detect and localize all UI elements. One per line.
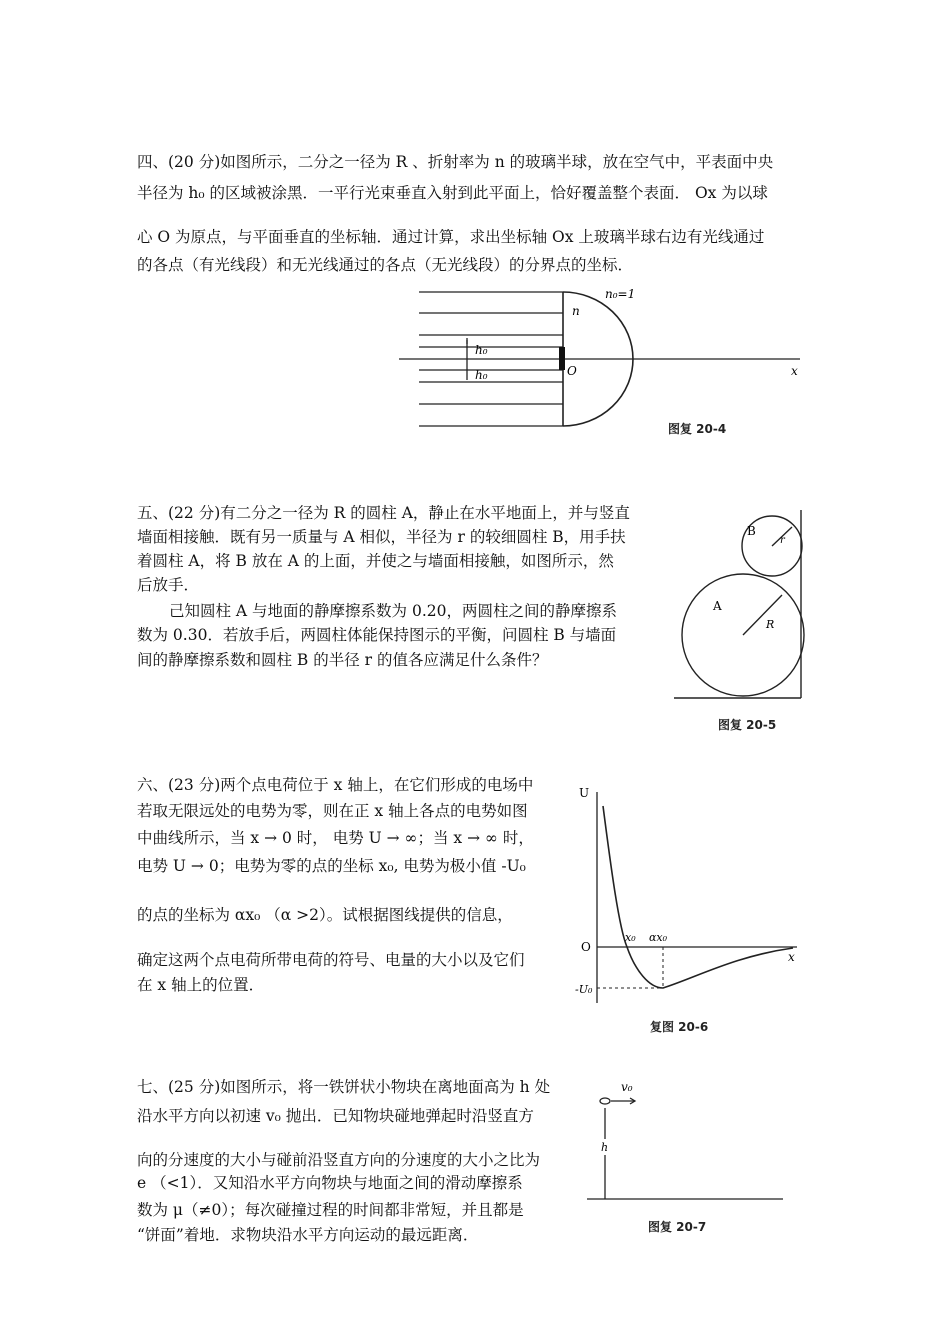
q5-line-5: 己知圆柱 A 与地面的静摩擦系数为 0.20，两圆柱之间的静摩擦系: [169, 602, 617, 620]
figure-20-7: [585, 1075, 785, 1215]
q6-line-3: 中曲线所示，当 x → 0 时， 电势 U → ∞；当 x → ∞ 时，: [137, 829, 534, 847]
cylinder-b-label: B: [747, 524, 756, 538]
q7-line-5: 数为 μ（≠0）；每次碰撞过程的时间都非常短，并且都是: [137, 1201, 524, 1219]
q7-line-2: 沿水平方向以初速 v₀ 抛出．已知物块碰地弹起时沿竖直方: [137, 1107, 534, 1125]
q6-line-5: 的点的坐标为 αx₀ （α >2）。试根据图线提供的信息，: [137, 906, 513, 924]
origin-label: O: [581, 940, 591, 954]
alpha-x0-label: αx₀: [649, 931, 668, 944]
figure-20-5: [670, 505, 810, 705]
n-label: n: [572, 304, 580, 318]
q4-line-1: 四、(20 分)如图所示，二分之一径为 R 、折射率为 n 的玻璃半球，放在空气中，平表面中央: [137, 153, 774, 171]
q6-line-6: 确定这两个点电荷所带电荷的符号、电量的大小以及它们: [137, 951, 525, 969]
h-label: h: [601, 1141, 609, 1154]
q7-line-6: “饼面”着地．求物块沿水平方向运动的最远距离．: [137, 1226, 479, 1244]
q6-line-1: 六、(23 分)两个点电荷位于 x 轴上，在它们形成的电场中: [137, 776, 534, 794]
x-axis-label: x: [788, 950, 795, 964]
v0-label: v₀: [621, 1080, 633, 1094]
q4-line-2: 半径为 h₀ 的区域被涂黑．一平行光束垂直入射到此平面上，恰好覆盖整个表面． Ox 为以球: [137, 184, 768, 202]
q6-line-4: 电势 U → 0；电势为零的点的坐标 x₀, 电势为极小值 -U₀: [137, 857, 526, 875]
x-axis-label: x: [791, 364, 798, 378]
h0-label-lower: h₀: [475, 368, 488, 382]
q5-line-1: 五、(22 分)有二分之一径为 R 的圆柱 A，静止在水平地面上，并与竖直: [137, 504, 630, 522]
radius-r-label: r: [780, 535, 785, 546]
figure-20-4-caption: 图复 20-4: [668, 422, 727, 436]
x0-label: x₀: [625, 931, 636, 944]
q4-line-4: 的各点（有光线段）和无光线通过的各点（无光线段）的分界点的坐标．: [137, 256, 634, 274]
q6-line-2: 若取无限远处的电势为零，则在正 x 轴上各点的电势如图: [137, 802, 528, 820]
u-axis-label: U: [579, 786, 590, 800]
q5-line-6: 数为 0.30．若放手后，两圆柱体能保持图示的平衡，问圆柱 B 与墙面: [137, 626, 617, 644]
figure-20-5-caption: 图复 20-5: [718, 718, 777, 732]
q7-line-1: 七、(25 分)如图所示，将一铁饼状小物块在离地面高为 h 处: [137, 1078, 551, 1096]
q7-line-4: e （<1）．又知沿水平方向物块与地面之间的滑动摩擦系: [137, 1174, 523, 1192]
figure-20-7-caption: 图复 20-7: [648, 1220, 707, 1234]
figure-20-4: [395, 282, 815, 442]
q5-line-7: 间的静摩擦系数和圆柱 B 的半径 r 的值各应满足什么条件？: [137, 651, 548, 669]
q4-line-3: 心 O 为原点，与平面垂直的坐标轴．通过计算，求出坐标轴 Ox 上玻璃半球右边有光线通过: [137, 228, 765, 246]
h0-label-upper: h₀: [475, 343, 488, 357]
origin-label: O: [567, 364, 577, 378]
radius-R-label: R: [766, 618, 775, 631]
q6-line-7: 在 x 轴上的位置．: [137, 976, 265, 994]
figure-20-6-caption: 复图 20-6: [650, 1020, 709, 1034]
q5-line-4: 后放手．: [137, 576, 200, 594]
q5-line-3: 着圆柱 A，将 B 放在 A 的上面，并使之与墙面相接触，如图所示，然: [137, 552, 614, 570]
cylinder-a-label: A: [713, 599, 722, 613]
q7-line-3: 向的分速度的大小与碰前沿竖直方向的分速度的大小之比为: [137, 1151, 541, 1169]
neg-u0-label: -U₀: [575, 983, 593, 996]
figure-20-6: [575, 778, 805, 1008]
q5-line-2: 墙面相接触．既有另一质量与 A 相似，半径为 r 的较细圆柱 B，用手扶: [137, 528, 626, 546]
n0-label: n₀=1: [605, 287, 636, 301]
